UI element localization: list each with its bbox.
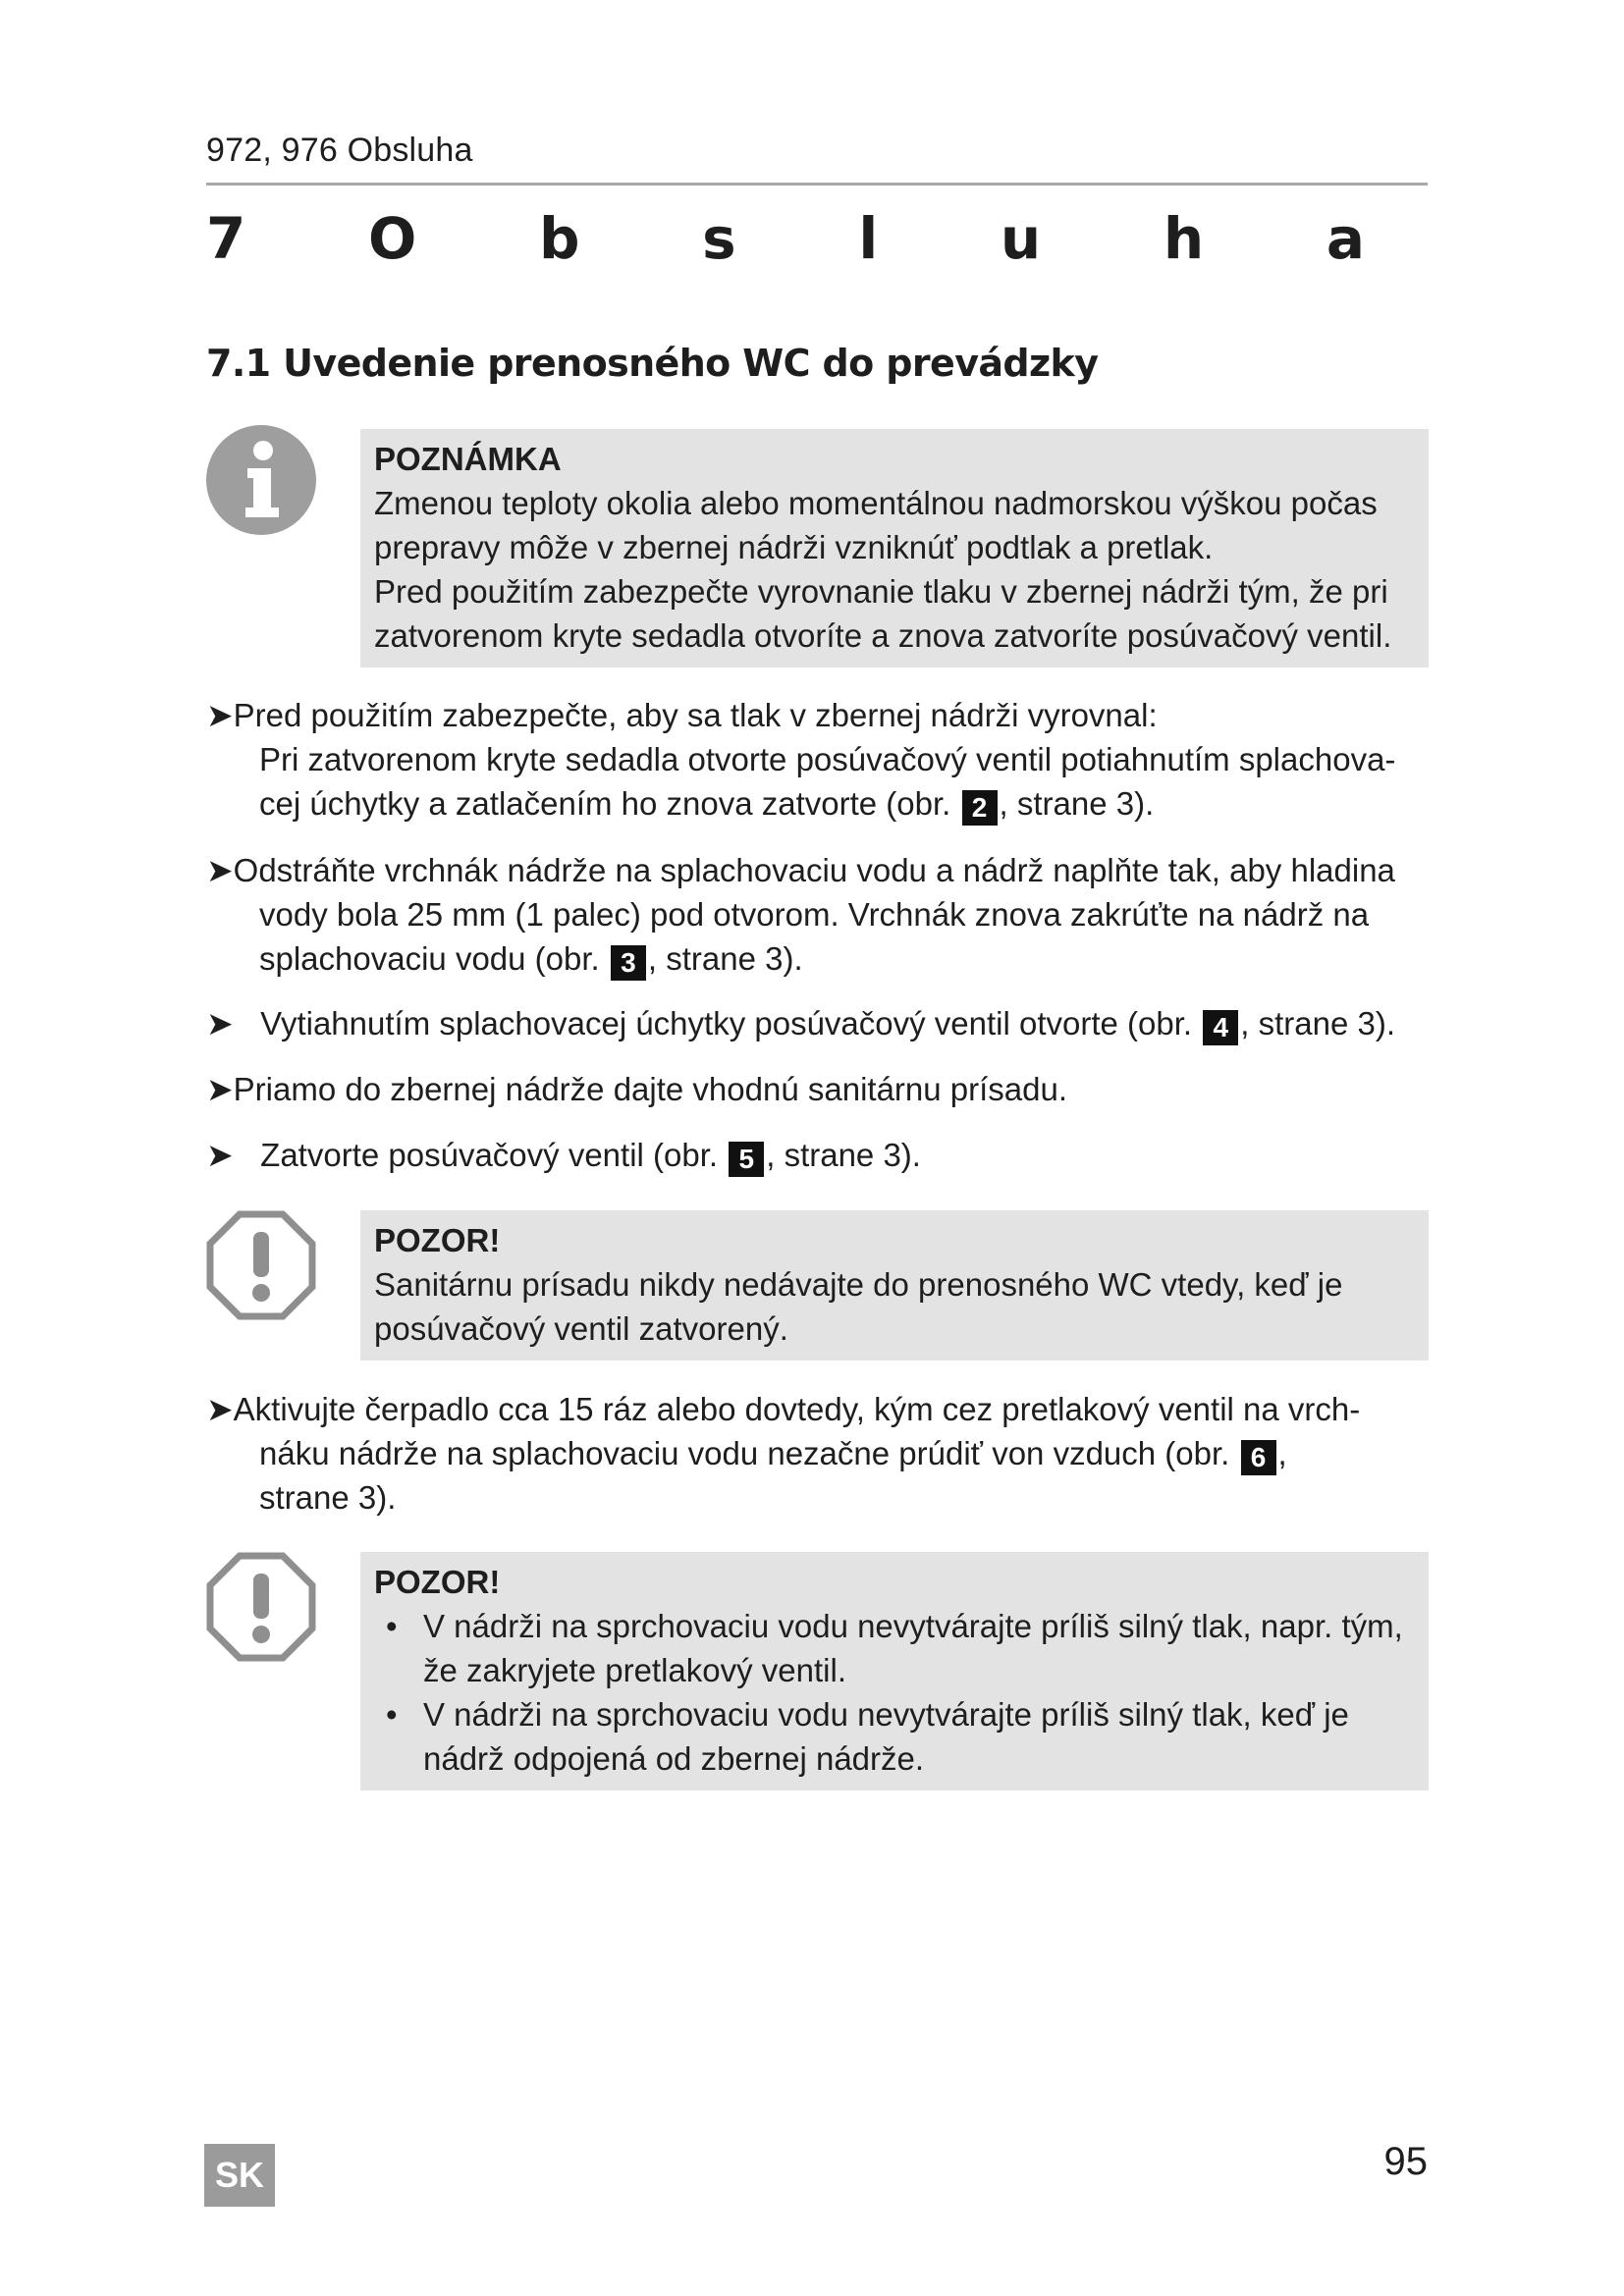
note-line: prepravy môže v zbernej nádrži vzniknúť podtlak a pretlak.	[374, 529, 1214, 565]
caution-line: nádrž odpojená od zbernej nádrže.	[423, 1740, 925, 1777]
caution-line: V nádrži na sprchovaciu vodu nevytvárajte príliš silný tlak, keď je	[423, 1696, 1349, 1733]
chapter-letter: b	[538, 205, 580, 272]
arrow-icon: ➤	[206, 1391, 234, 1427]
step-1	[206, 693, 1434, 826]
caution-title: POZOR!	[374, 1564, 501, 1600]
step-text: Priamo do zbernej nádrže dajte vhodnú sanitárnu prísadu.	[233, 1071, 1068, 1107]
caution-title: POZOR!	[374, 1222, 501, 1258]
chapter-number: 7	[206, 205, 246, 272]
language-badge: SK	[204, 2144, 275, 2207]
figure-reference: 3	[611, 945, 646, 981]
step-2	[206, 848, 1434, 981]
chapter-letter: s	[702, 205, 736, 272]
chapter-letter: u	[1000, 205, 1042, 272]
note-line: zatvorenom kryte sedadla otvoríte a znova zatvoríte posúvačový ventil.	[374, 617, 1392, 654]
step-6	[206, 1387, 1434, 1520]
step-text: cej úchytky a zatlačením ho znova zatvorte (obr.	[259, 785, 951, 822]
arrow-icon: ➤	[206, 1137, 234, 1173]
step-text: ,	[1277, 1435, 1287, 1471]
note-line: Pred použitím zabezpečte vyrovnanie tlaku v zbernej nádrži tým, že pri	[374, 573, 1388, 610]
chapter-letter: O	[368, 205, 417, 272]
bullet-icon: •	[386, 1696, 398, 1733]
caution-box	[360, 1552, 1429, 1790]
note-title: POZNÁMKA	[374, 441, 562, 477]
running-header: 972, 976 Obsluha	[206, 132, 473, 169]
step-text: Aktivujte čerpadlo cca 15 ráz alebo dovtedy, kým cez pretlakový ventil na vrch-	[233, 1391, 1361, 1427]
section-title: 7.1 Uvedenie prenosného WC do prevádzky	[206, 342, 1099, 385]
note-box	[360, 429, 1429, 667]
figure-reference: 5	[729, 1142, 764, 1177]
step-5	[206, 1133, 1434, 1177]
chapter-title	[206, 204, 1365, 273]
bullet-icon: •	[386, 1608, 398, 1644]
step-text: , strane 3).	[647, 940, 803, 977]
header-rule	[206, 183, 1428, 186]
arrow-icon: ➤	[206, 852, 234, 888]
step-4	[206, 1067, 1434, 1111]
figure-reference: 6	[1241, 1440, 1276, 1475]
step-3	[206, 1001, 1434, 1045]
step-text: splachovaciu vodu (obr.	[259, 940, 600, 977]
step-text: , strane 3).	[1240, 1005, 1395, 1041]
step-text: vody bola 25 mm (1 palec) pod otvorom. Vrchnák znova zakrúťte na nádrž na	[259, 896, 1370, 933]
caution-box	[360, 1210, 1429, 1361]
step-text: Pred použitím zabezpečte, aby sa tlak v zbernej nádrži vyrovnal:	[233, 697, 1158, 733]
arrow-icon: ➤	[206, 1005, 234, 1041]
step-text: Odstráňte vrchnák nádrže na splachovaciu vodu a nádrž naplňte tak, aby hladina	[233, 852, 1395, 888]
step-text: Zatvorte posúvačový ventil (obr.	[260, 1137, 719, 1173]
figure-reference: 2	[962, 790, 998, 826]
step-text: Pri zatvorenom kryte sedadla otvorte posúvačový ventil potiahnutím splachova-	[259, 741, 1396, 777]
arrow-icon: ➤	[206, 697, 234, 733]
step-text: , strane 3).	[999, 785, 1155, 822]
chapter-letter: h	[1163, 205, 1205, 272]
warning-icon	[206, 1552, 316, 1662]
step-text: , strane 3).	[766, 1137, 921, 1173]
caution-line: posúvačový ventil zatvorený.	[374, 1310, 788, 1347]
info-icon	[206, 425, 316, 535]
chapter-letter: l	[858, 205, 879, 272]
page-number: 95	[1383, 2140, 1428, 2183]
caution-line: Sanitárnu prísadu nikdy nedávajte do prenosného WC vtedy, keď je	[374, 1266, 1343, 1303]
arrow-icon: ➤	[206, 1071, 234, 1107]
note-line: Zmenou teploty okolia alebo momentálnou nadmorskou výškou počas	[374, 485, 1378, 521]
caution-line: že zakryjete pretlakový ventil.	[423, 1652, 847, 1688]
chapter-letter: a	[1326, 205, 1365, 272]
step-text: náku nádrže na splachovaciu vodu nezačne prúdiť von vzduch (obr.	[259, 1435, 1230, 1471]
figure-reference: 4	[1203, 1010, 1238, 1045]
step-text: Vytiahnutím splachovacej úchytky posúvačový ventil otvorte (obr.	[260, 1005, 1193, 1041]
warning-icon	[206, 1210, 316, 1320]
step-text: strane 3).	[259, 1479, 397, 1516]
caution-line: V nádrži na sprchovaciu vodu nevytvárajte príliš silný tlak, napr. tým,	[423, 1608, 1403, 1644]
